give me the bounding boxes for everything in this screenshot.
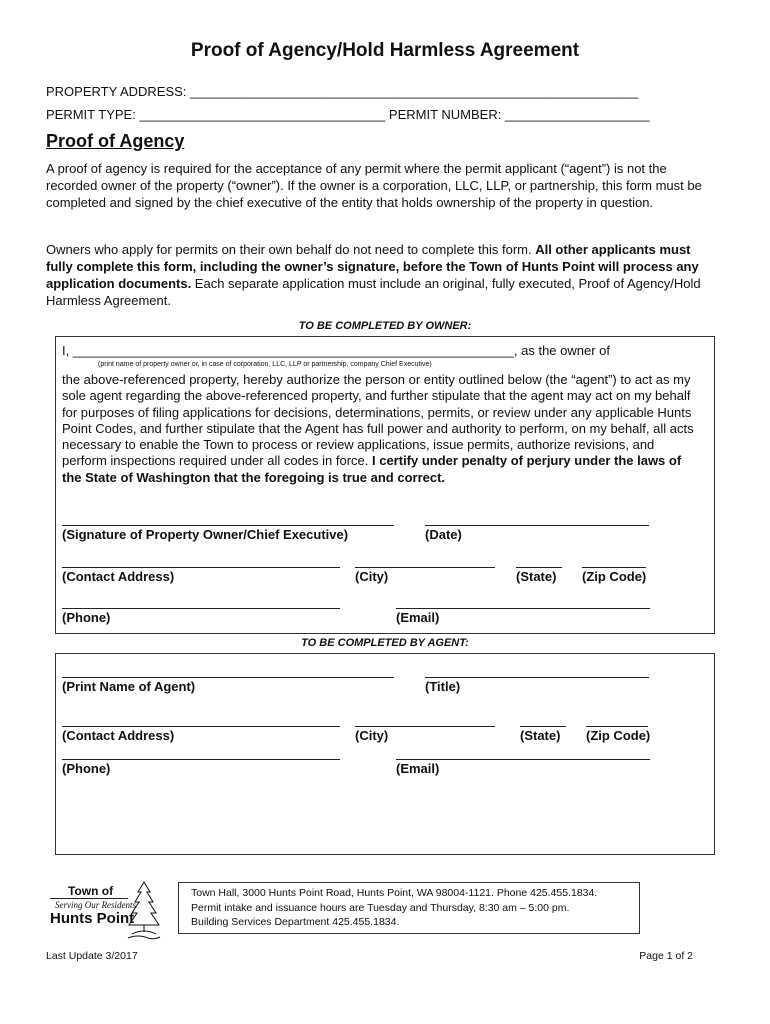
owner-email-label: (Email) (396, 610, 440, 625)
owner-state-line[interactable] (516, 567, 562, 568)
agent-email-line[interactable] (396, 759, 650, 760)
i-label: I, (62, 343, 70, 358)
logo-line-3: Hunts Point (50, 910, 135, 927)
page-title: Proof of Agency/Hold Harmless Agreement (190, 40, 580, 61)
section-heading: Proof of Agency (46, 131, 185, 151)
property-address-field[interactable]: ______________________________________________________________ (190, 84, 639, 99)
page-number: Page 1 of 2 (639, 950, 693, 962)
agent-name-label: (Print Name of Agent) (62, 679, 196, 694)
instructions-text-2: Each separate application must include an original, fully executed, Proof of Agency/Hold Harmless Agreement. (46, 276, 701, 308)
owner-state-label: (State) (516, 569, 557, 584)
owner-zip-line[interactable] (582, 567, 646, 568)
owner-contact-address-label: (Contact Address) (62, 569, 175, 584)
date-line[interactable] (425, 525, 649, 526)
signature-line[interactable] (62, 525, 394, 526)
contact-box (178, 882, 640, 934)
agent-city-line[interactable] (355, 726, 495, 727)
contact-line-2: Permit intake and issuance hours are Tuesday and Thursday, 8:30 am – 5:00 pm. (191, 902, 570, 914)
owner-statement (62, 372, 702, 486)
permit-number-field[interactable]: ____________________ (504, 107, 650, 122)
intro-paragraph: A proof of agency is required for the acceptance of any permit where the permit applicant (“agent”) is not the recorded owner of the property (“owner”). If the owner is a corporation, LLC, LLP, or partnership, this form must be completed and signed by the chief executive of the entity that holds ownership of the property in question. (46, 161, 702, 210)
contact-line-3: Building Services Department 425.455.1834. (191, 916, 400, 928)
agent-zip-line[interactable] (586, 726, 648, 727)
agent-contact-address-label: (Contact Address) (62, 728, 175, 743)
agent-state-line[interactable] (520, 726, 566, 727)
owner-name-row (62, 343, 610, 358)
agent-contact-address-line[interactable] (62, 726, 340, 727)
property-address-label: PROPERTY ADDRESS: (46, 84, 187, 99)
owner-city-label: (City) (355, 569, 389, 584)
owner-statement-text: the above-referenced property, hereby authorize the person or entity outlined below (the “agent”) to act as my sole agent regarding the above-referenced property, and further stipulate that the agent may act on my behalf for purposes of filing applications for decisions, determinations, permits, or review under any applicable Hunts Point Codes, and further stipulate that the Agent has full power and authority to perform, on my behalf, all acts necessary to enable the Town to process or review applications, issue permits, authorize revisions, and perform inspections required under all codes in force. (62, 372, 694, 469)
agent-title-label: (Title) (425, 679, 461, 694)
agent-phone-label: (Phone) (62, 761, 111, 776)
owner-city-line[interactable] (355, 567, 495, 568)
owner-zip-label: (Zip Code) (582, 569, 647, 584)
logo-rule (50, 898, 128, 899)
agent-zip-label: (Zip Code) (586, 728, 651, 743)
permit-type-field[interactable]: __________________________________ (139, 107, 386, 122)
agent-state-label: (State) (520, 728, 561, 743)
agent-phone-line[interactable] (62, 759, 340, 760)
permit-row (46, 107, 650, 122)
agent-email-label: (Email) (396, 761, 440, 776)
agent-city-label: (City) (355, 728, 389, 743)
signature-label: (Signature of Property Owner/Chief Executive) (62, 527, 349, 542)
owner-of-label: , as the owner of (513, 343, 611, 358)
last-update: Last Update 3/2017 (46, 950, 138, 962)
owner-name-field[interactable]: _____________________________________________________________ (72, 343, 514, 358)
contact-line-1: Town Hall, 3000 Hunts Point Road, Hunts Point, WA 98004-1121. Phone 425.455.1834. (191, 887, 598, 899)
owner-section-heading: TO BE COMPLETED BY OWNER: (298, 320, 472, 332)
owner-phone-label: (Phone) (62, 610, 111, 625)
certify-statement: I certify under penalty of perjury under the laws of the State of Washington that the foregoing is true and correct. (62, 453, 682, 485)
instructions-bold: All other applicants must fully complete this form, including the owner’s signature, before the Town of Hunts Point will process any application documents. (46, 242, 699, 291)
permit-number-label: PERMIT NUMBER: (388, 107, 502, 122)
agent-name-line[interactable] (62, 677, 394, 678)
instructions-text-1: Owners who apply for permits on their own behalf do not need to complete this form. (46, 242, 536, 257)
owner-email-line[interactable] (396, 608, 650, 609)
owner-name-hint: (print name of property owner or, in case of corporation, LLC, LLP or partnership, company Chief Executive) (98, 361, 432, 368)
permit-type-label: PERMIT TYPE: (46, 107, 136, 122)
agent-section-heading: TO BE COMPLETED BY AGENT: (301, 637, 469, 649)
logo-line-2: Serving Our Residents (55, 900, 136, 910)
date-label: (Date) (425, 527, 462, 542)
town-logo (40, 880, 165, 942)
property-address-row (46, 84, 638, 99)
tree-icon (126, 880, 162, 940)
instructions-paragraph (46, 241, 714, 309)
owner-contact-address-line[interactable] (62, 567, 340, 568)
logo-line-1: Town of (68, 884, 114, 898)
agent-title-line[interactable] (425, 677, 649, 678)
owner-phone-line[interactable] (62, 608, 340, 609)
